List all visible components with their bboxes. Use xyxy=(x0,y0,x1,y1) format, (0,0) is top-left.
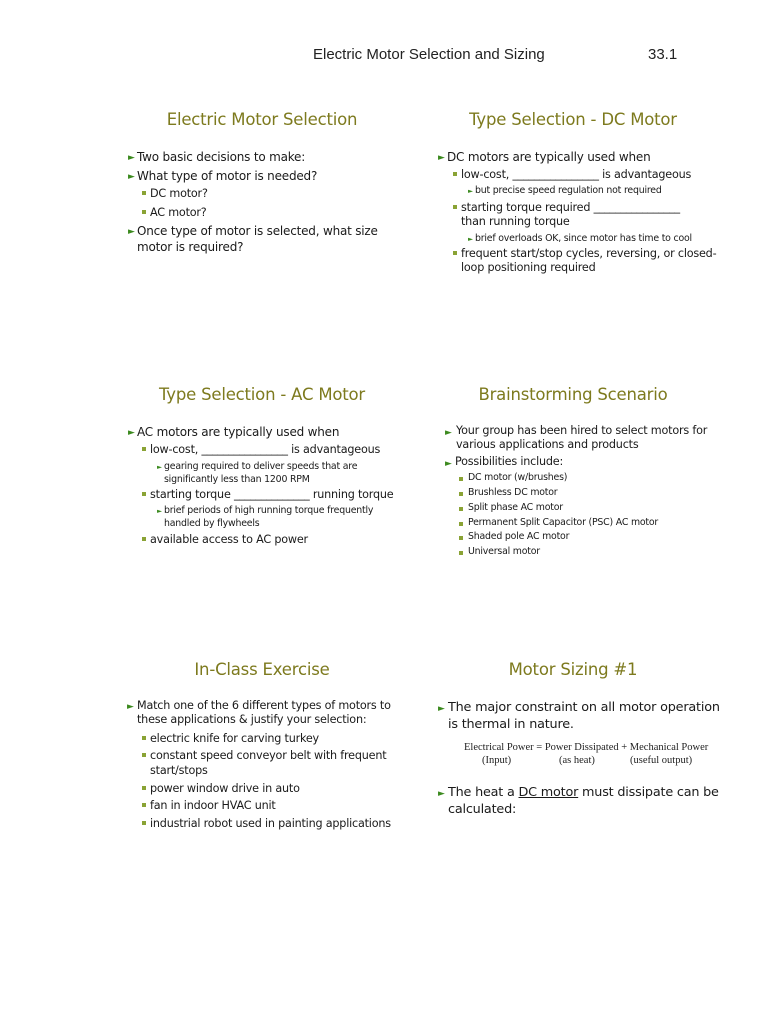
slide-title: Electric Motor Selection xyxy=(166,110,358,129)
bullet-square-icon xyxy=(142,492,146,496)
bullet-text: motor is required? xyxy=(137,240,244,254)
bullet-square-icon xyxy=(142,210,146,214)
slide-in-class-exercise xyxy=(112,660,412,910)
list-item: Universal motor xyxy=(468,546,540,557)
bullet-text: various applications and products xyxy=(456,438,639,451)
sub-sub-bullet-text: significantly less than 1200 RPM xyxy=(164,474,310,485)
sub-bullet-text: than running torque xyxy=(461,215,570,228)
bullet-square-icon xyxy=(142,537,146,541)
bullet-square-icon xyxy=(459,522,463,526)
slide-type-selection-ac-motor xyxy=(112,385,412,635)
slide-title: Motor Sizing #1 xyxy=(508,660,638,679)
bullet-text: calculated: xyxy=(448,802,517,817)
slide-brainstorming-scenario xyxy=(423,385,723,635)
bullet-square-icon xyxy=(142,191,146,195)
bullet-arrow-icon: ► xyxy=(468,235,473,243)
bullet-text: The major constraint on all motor operation xyxy=(448,700,720,715)
bullet-arrow-icon: ► xyxy=(157,507,162,515)
sub-bullet-text: low-cost, ________________ is advantageous xyxy=(461,168,692,181)
sub-sub-bullet-text: but precise speed regulation not required xyxy=(475,185,662,196)
bullet-text: Match one of the 6 different types of motors to xyxy=(137,699,391,712)
bullet-square-icon xyxy=(459,477,463,481)
equation-label-input: (Input) xyxy=(482,755,512,766)
equation-label-heat: (as heat) xyxy=(559,755,595,766)
bullet-arrow-icon: ► xyxy=(438,153,445,163)
list-item: Brushless DC motor xyxy=(468,487,558,498)
bullet-text: What type of motor is needed? xyxy=(137,169,318,183)
sub-bullet-text: constant speed conveyor belt with frequent xyxy=(150,749,387,762)
bullet-text: Two basic decisions to make: xyxy=(137,150,306,164)
power-equation: Electrical Power = Power Dissipated + Mechanical Power xyxy=(464,742,709,753)
bullet-square-icon xyxy=(142,753,146,757)
bullet-square-icon xyxy=(142,821,146,825)
sub-bullet-text: power window drive in auto xyxy=(150,782,300,795)
bullet-arrow-icon: ► xyxy=(128,172,135,182)
bullet-arrow-icon: ► xyxy=(438,704,445,714)
page-number: 33.1 xyxy=(648,46,678,63)
bullet-text: Once type of motor is selected, what size xyxy=(137,224,378,238)
slide-title: Type Selection - AC Motor xyxy=(158,385,366,404)
bullet-arrow-icon: ► xyxy=(128,428,135,438)
bullet-text-start: The heat a xyxy=(448,785,519,800)
slide-motor-sizing-1 xyxy=(423,660,723,910)
sub-bullet-text: starting torque required ________________ xyxy=(461,201,680,214)
bullet-square-icon xyxy=(453,205,457,209)
bullet-square-icon xyxy=(142,447,146,451)
list-item: Split phase AC motor xyxy=(468,502,563,513)
equation-label-useful: (useful output) xyxy=(630,755,693,766)
bullet-arrow-icon: ► xyxy=(445,459,452,469)
bullet-arrow-icon: ► xyxy=(128,153,135,163)
list-item: Shaded pole AC motor xyxy=(468,531,570,542)
slide-title: In-Class Exercise xyxy=(194,660,330,679)
bullet-square-icon xyxy=(459,507,463,511)
slide-type-selection-dc-motor xyxy=(423,110,723,360)
bullet-text xyxy=(448,785,719,800)
bullet-square-icon xyxy=(142,786,146,790)
bullet-arrow-icon: ► xyxy=(128,227,135,237)
bullet-text: AC motors are typically used when xyxy=(137,425,340,439)
bullet-arrow-icon: ► xyxy=(468,187,473,195)
bullet-square-icon xyxy=(459,551,463,555)
sub-bullet-text: start/stops xyxy=(150,764,208,777)
slide-title: Brainstorming Scenario xyxy=(478,385,668,404)
bullet-square-icon xyxy=(459,536,463,540)
bullet-square-icon xyxy=(453,172,457,176)
bullet-square-icon xyxy=(453,251,457,255)
bullet-arrow-icon: ► xyxy=(157,463,162,471)
slide-title: Type Selection - DC Motor xyxy=(469,110,677,129)
bullet-text: Possibilities include: xyxy=(455,455,564,468)
sub-bullet-text: starting torque ______________ running torque xyxy=(150,488,394,501)
list-item: DC motor (w/brushes) xyxy=(468,472,568,483)
list-item: Permanent Split Capacitor (PSC) AC motor xyxy=(468,517,659,528)
bullet-text-end: must dissipate can be xyxy=(578,785,719,800)
dc-motor-underlined: DC motor xyxy=(518,785,579,800)
sub-sub-bullet-text: brief overloads OK, since motor has time to cool xyxy=(475,233,692,244)
sub-bullet-text: available access to AC power xyxy=(150,533,308,546)
sub-bullet-text: electric knife for carving turkey xyxy=(150,732,319,745)
document-header-title: Electric Motor Selection and Sizing xyxy=(313,46,545,63)
sub-bullet-text: frequent start/stop cycles, reversing, or closed- xyxy=(461,247,717,260)
bullet-square-icon xyxy=(142,736,146,740)
sub-bullet-text: loop positioning required xyxy=(461,261,596,274)
bullet-text: is thermal in nature. xyxy=(448,717,574,732)
sub-bullet-text: AC motor? xyxy=(150,206,207,219)
bullet-text: these applications & justify your selection: xyxy=(137,713,367,726)
sub-bullet-text: industrial robot used in painting applications xyxy=(150,817,391,830)
slide-electric-motor-selection xyxy=(112,110,412,360)
sub-bullet-text: fan in indoor HVAC unit xyxy=(150,799,276,812)
bullet-text: Your group has been hired to select motors for xyxy=(456,424,708,437)
bullet-arrow-icon: ► xyxy=(438,789,445,799)
sub-sub-bullet-text: gearing required to deliver speeds that are xyxy=(164,461,358,472)
bullet-arrow-icon: ► xyxy=(445,428,452,438)
bullet-arrow-icon: ► xyxy=(127,702,134,712)
bullet-square-icon xyxy=(459,492,463,496)
sub-bullet-text: DC motor? xyxy=(150,187,208,200)
sub-sub-bullet-text: brief periods of high running torque frequently xyxy=(164,505,374,516)
bullet-square-icon xyxy=(142,803,146,807)
bullet-text: DC motors are typically used when xyxy=(447,150,651,164)
sub-sub-bullet-text: handled by flywheels xyxy=(164,518,260,529)
sub-bullet-text: low-cost, ________________ is advantageous xyxy=(150,443,381,456)
